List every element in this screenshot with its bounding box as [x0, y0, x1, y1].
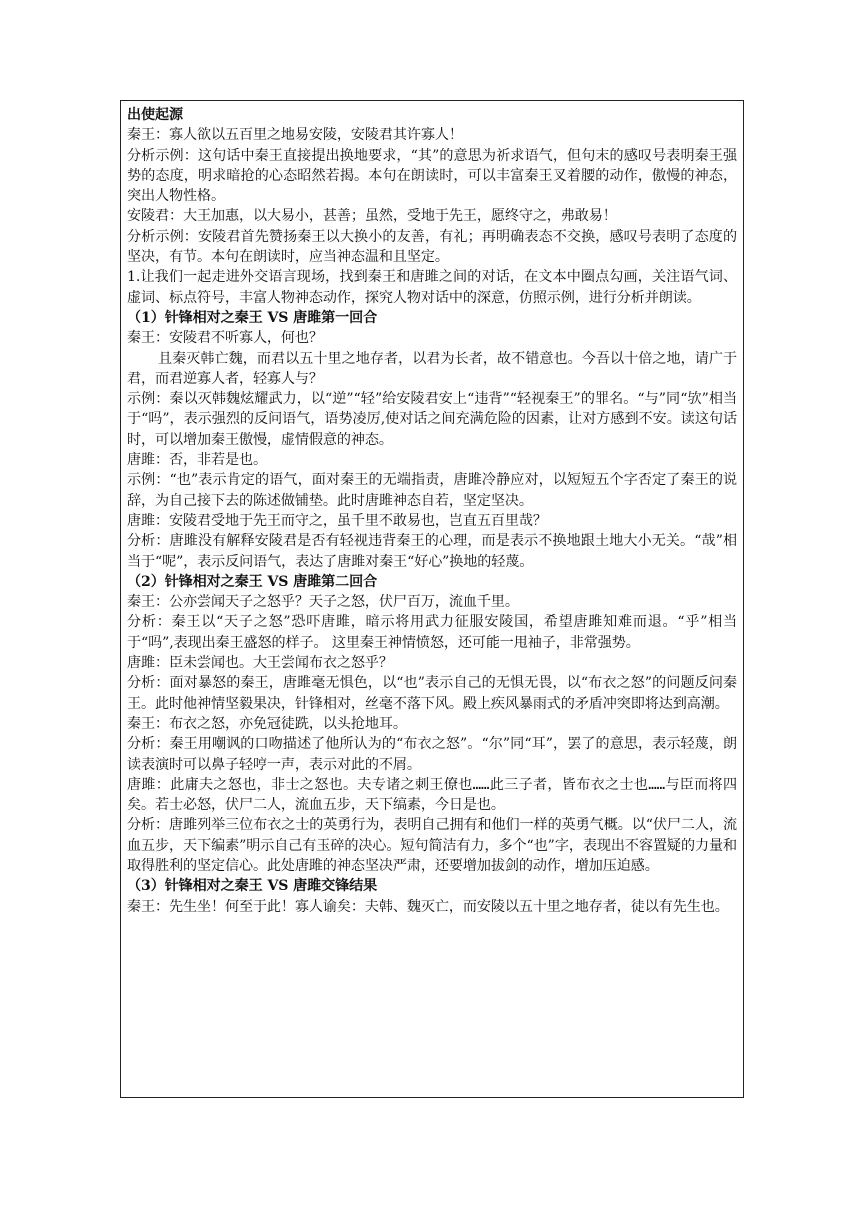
- quote-qin-wang-2-cont: 且秦灭韩亡魏，而君以五十里之地存者，以君为长者，故不错意也。今吾以十倍之地，请广于君，而君逆寡人者，轻寡人与？: [127, 350, 737, 387]
- quote-tang-ju-2: 唐雎：安陵君受地于先王而守之，虽千里不敢易也，岂直五百里哉？: [127, 512, 547, 529]
- analysis-9: 分析：唐雎列举三位布衣之士的英勇行为，表明自己拥有和他们一样的英勇气概。以“伏尸二人，流血五步，天下编素”明示自己有玉碎的决心。短句简洁有力，多个“也”字，表现出不容置疑的力量和取得胜利的坚定信心。此处唐雎的神态坚决严肃，还要增加拔剑的动作，增加压迫感。: [127, 817, 737, 874]
- quote-qin-wang-5: 秦王：先生坐！何至于此！寡人谕矣：夫韩、魏灭亡，而安陵以五十里之地存者，徒以有先生也。: [127, 898, 729, 915]
- analysis-5: 分析：唐雎没有解释安陵君是否有轻视违背秦王的心理，而是表示不换地跟土地大小无关。“哉”相当于“呢”，表示反问语气，表达了唐雎对秦王“好心”换地的轻蔑。: [127, 533, 737, 570]
- analysis-example-2: 分析示例：安陵君首先赞扬秦王以大换小的友善，有礼；再明确表态不交换，感叹号表明了态度的坚决，有节。本句在朗读时，应当神态温和且坚定。: [127, 228, 737, 266]
- analysis-6: 分析：秦王以“天子之怒”恐吓唐雎，暗示将用武力征服安陵国，希望唐雎知难而退。“乎”相当于“吗”,表现出秦王盛怒的样子。 这里秦王神情愤怒，还可能一甩袖子，非常强势。: [127, 614, 737, 651]
- analysis-7: 分析：面对暴怒的秦王，唐雎毫无惧色，以“也”表示自己的无惧无畏，以“布衣之怒”的问题反问秦王。此时他神情坚毅果决，针锋相对，丝毫不落下风。殿上疾风暴雨式的矛盾冲突即将达到高潮。: [127, 675, 737, 712]
- analysis-example-4: 示例：“也”表示肯定的语气，面对秦王的无端指责，唐雎冷静应对，以短短五个字否定了秦王的说辞，为自己接下去的陈述做铺垫。此时唐雎神态自若，坚定坚决。: [127, 472, 737, 509]
- section-heading-origin: 出使起源: [127, 107, 183, 123]
- round-result-heading: （3）针锋相对之秦王 VS 唐雎交锋结果: [127, 878, 378, 895]
- quote-tang-ju-1: 唐雎：否，非若是也。: [127, 452, 267, 469]
- round-two-heading: （2）针锋相对之秦王 VS 唐雎第二回合: [127, 573, 378, 590]
- round-one-heading: （1）针锋相对之秦王 VS 唐雎第一回合: [127, 309, 378, 326]
- quote-tang-ju-4: 唐雎：此庸夫之怒也，非士之怒也。夫专诸之刺王僚也……此三子者，皆布衣之士也……与臣而将四矣。若士必怒，伏尸二人，流血五步，天下缟素，今日是也。: [127, 776, 737, 814]
- quote-qin-wang-4: 秦王：布衣之怒，亦免冠徒跣，以头抢地耳。: [127, 715, 407, 732]
- analysis-8: 分析：秦王用嘲讽的口吻描述了他所认为的“布衣之怒”。“尔”同“耳”，罢了的意思，表示轻蔑，朗读表演时可以鼻子轻哼一声，表示对此的不屑。: [127, 736, 737, 773]
- analysis-example-3: 示例：秦以灭韩魏炫耀武力，以“逆”“轻”给安陵君安上“违背”“轻视秦王”的罪名。“与”同“欤”相当于“吗”，表示强烈的反问语气，语势凌厉,使对话之间充满危险的因素，让对方感到不安。读这句话时，可以增加秦王傲慢，虚情假意的神态。: [127, 391, 737, 448]
- quote-qin-wang-1: 秦王：寡人欲以五百里之地易安陵，安陵君其许寡人！: [127, 127, 463, 144]
- quote-qin-wang-3: 秦王：公亦尝闻天子之怒乎？天子之怒，伏尸百万，流血千里。: [127, 594, 519, 611]
- quote-anling-jun: 安陵君：大王加惠，以大易小，甚善；虽然，受地于先王，愿终守之，弗敢易！: [127, 208, 617, 225]
- analysis-example-1: 分析示例：这句话中秦王直接提出换地要求，“其”的意思为祈求语气，但句末的感叹号表明秦王强势的态度，明求暗抢的心态昭然若揭。本句在朗读时，可以丰富秦王叉着腰的动作，傲慢的神态，突出人物性格。: [127, 147, 737, 205]
- quote-tang-ju-3: 唐雎：臣未尝闻也。大王尝闻布衣之怒乎？: [127, 655, 393, 672]
- quote-qin-wang-2: 秦王：安陵君不听寡人，何也？: [127, 330, 323, 347]
- task-instruction: 1.让我们一起走进外交语言现场，找到秦王和唐雎之间的对话，在文本中圈点勾画，关注语气词、虚词、标点符号，丰富人物神态动作，探究人物对话中的深意，仿照示例，进行分析并朗读。: [127, 269, 737, 306]
- content-table-cell: [120, 100, 744, 1098]
